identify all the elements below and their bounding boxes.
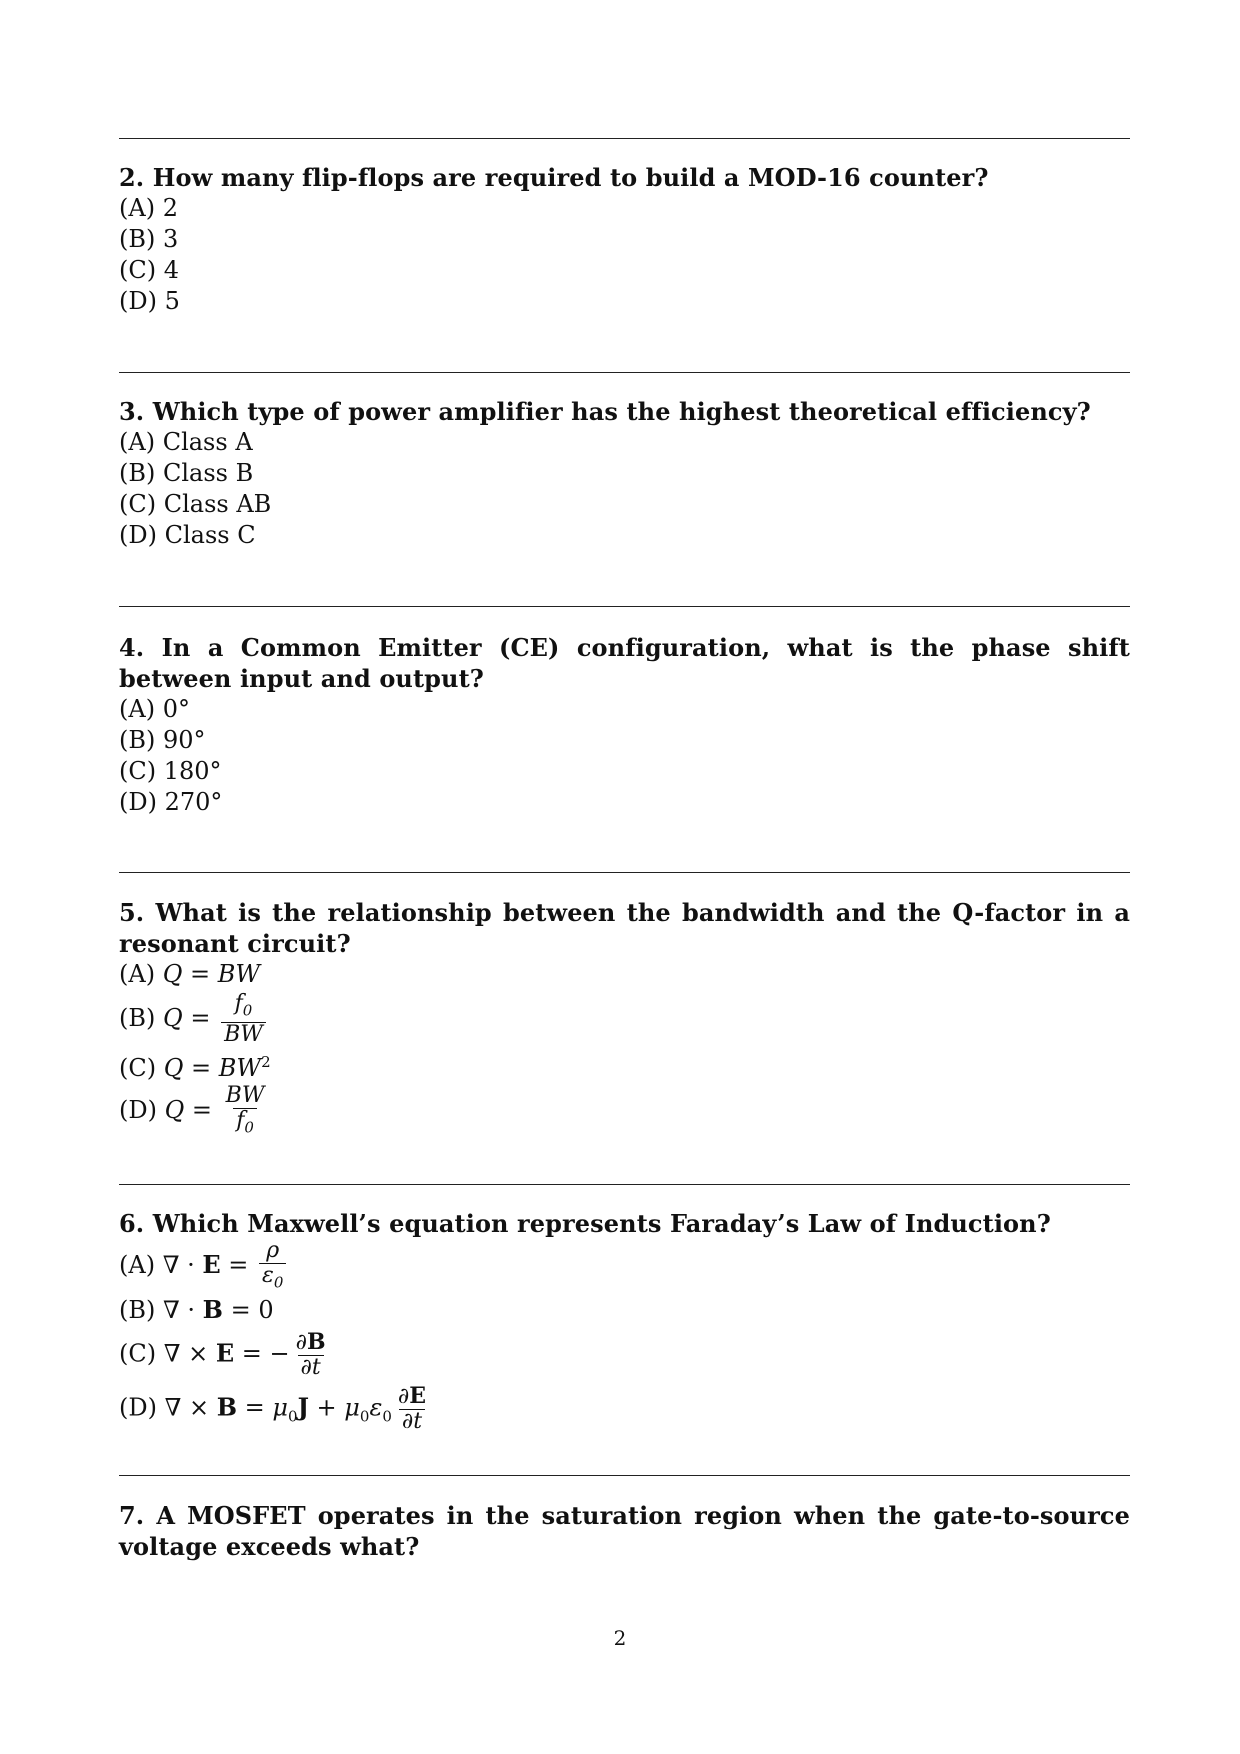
question-4-option-a: (A) 0° [119, 695, 190, 723]
question-7 [119, 1500, 1130, 1562]
question-4-option-b: (B) 90° [119, 726, 206, 754]
divider [119, 1184, 1130, 1185]
question-4 [119, 632, 1130, 818]
question-3 [119, 396, 1130, 551]
question-5-option-c: (C) $Q = BW^2$ [119, 1053, 271, 1083]
question-4-option-d: (D) 270° [119, 788, 223, 816]
divider [119, 606, 1130, 607]
question-6-text: 6. Which Maxwell’s equation represents Faraday’s Law of Induction? [119, 1209, 1051, 1238]
question-3-option-c: (C) Class AB [119, 490, 272, 518]
question-2-option-d: (D) 5 [119, 287, 180, 315]
divider [119, 872, 1130, 873]
question-3-option-a: (A) Class A [119, 428, 253, 456]
question-5-text: 5. What is the relationship between the bandwidth and the Q-factor in a resonant circuit? [119, 898, 1130, 958]
question-6 [119, 1208, 1130, 1434]
question-7-text: 7. A MOSFET operates in the saturation region when the gate-to-source voltage exceeds what? [119, 1501, 1130, 1561]
question-6-option-d: (D) ∇ × $B = \mu_0J + \mu_0\varepsilon_0$ $\frac{\partial E}{\partial t}$ [119, 1383, 427, 1435]
question-5 [119, 897, 1130, 1140]
question-6-option-a: (A) ∇ · E = $\frac{\rho}{\varepsilon_0}$ [119, 1239, 1130, 1294]
question-5-option-b: (B) Q = $\frac{f_0}{BW}$ [119, 992, 1130, 1047]
question-2-option-b: (B) 3 [119, 225, 179, 253]
divider [119, 372, 1130, 373]
page-number: 2 [613, 1626, 627, 1650]
divider [119, 1475, 1130, 1476]
question-6-option-c: (C) ∇ × E = − $\frac{\partial B}{\partial t}$ [119, 1329, 326, 1381]
question-4-text: 4. In a Common Emitter (CE) configuration, what is the phase shift between input and output? [119, 633, 1130, 693]
question-2-option-a: (A) 2 [119, 194, 178, 222]
question-3-option-d: (D) Class C [119, 521, 256, 549]
question-2-text: 2. How many flip-flops are required to build a MOD-16 counter? [119, 163, 989, 192]
question-5-option-d: (D) Q = $\frac{BW}{f_0}$ [119, 1084, 1130, 1139]
question-3-option-b: (B) Class B [119, 459, 254, 487]
question-3-text: 3. Which type of power amplifier has the highest theoretical efficiency? [119, 397, 1091, 426]
divider [119, 138, 1130, 139]
question-5-option-a: (A) Q = BW [119, 960, 261, 988]
question-2-option-c: (C) 4 [119, 256, 180, 284]
question-6-option-b: (B) ∇ · B = 0 [119, 1295, 274, 1325]
question-4-option-c: (C) 180° [119, 757, 222, 785]
question-2 [119, 162, 1130, 317]
